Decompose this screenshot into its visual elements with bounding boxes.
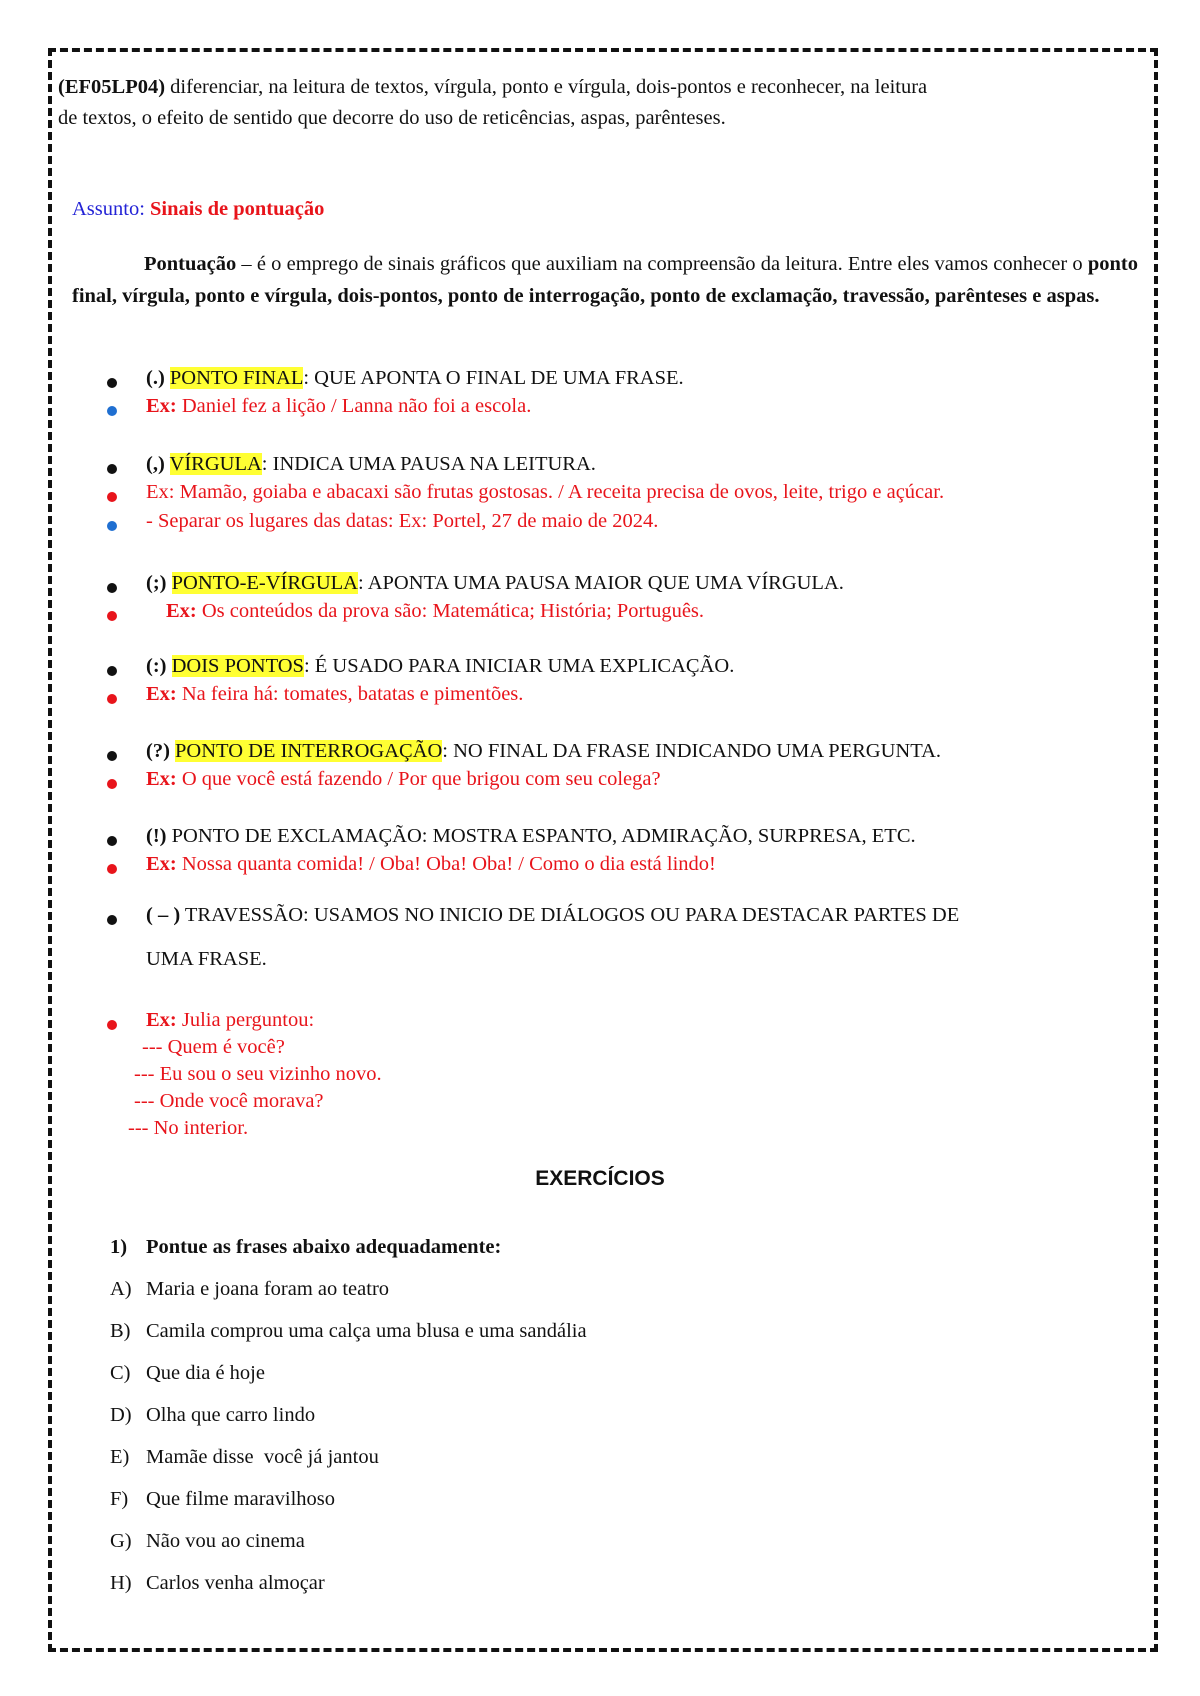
bullet	[107, 464, 117, 474]
example-text: Na feira há: tomates, batatas e pimentões.	[176, 683, 524, 705]
option-text: Que filme maravilhoso	[146, 1488, 336, 1510]
option-letter: B)	[110, 1320, 131, 1342]
option-b	[110, 1320, 587, 1343]
option-text: Carlos venha almoçar	[146, 1572, 325, 1594]
question-number: 1)	[110, 1236, 128, 1258]
symbol: ( – )	[146, 904, 181, 926]
item-dois-pontos	[146, 655, 734, 678]
example-label: Ex:	[146, 853, 177, 875]
option-e	[110, 1446, 379, 1469]
intro-list: ponto final, vírgula, ponto e vírgula, dois-pontos, ponto de interrogação, ponto de exclamação, travessão, parênteses e aspas.	[72, 253, 1138, 307]
example-label: Ex:	[146, 683, 177, 705]
example-exclamacao	[146, 853, 716, 876]
symbol: (:)	[146, 655, 167, 677]
example-ponto-final	[146, 395, 531, 418]
header-line-2: de textos, o efeito de sentido que decorre do uso de reticências, aspas, parênteses.	[58, 107, 726, 129]
example-text: Nossa quanta comida! / Oba! Oba! Oba! / Como o dia está lindo!	[176, 853, 716, 875]
intro-term: Pontuação	[144, 253, 237, 275]
bullet	[107, 611, 117, 621]
bullet	[107, 694, 117, 704]
example-text: O que você está fazendo / Por que brigou com seu colega?	[176, 768, 661, 790]
symbol: (.)	[146, 367, 165, 389]
example-label: Ex:	[166, 600, 197, 622]
header-text-1: diferenciar, na leitura de textos, vírgula, ponto e vírgula, dois-pontos e reconhecer, na leitura	[165, 76, 928, 98]
symbol: (!)	[146, 825, 167, 847]
example-virgula-2: - Separar os lugares das datas: Ex: Portel, 27 de maio de 2024.	[146, 510, 659, 532]
question-1	[110, 1236, 501, 1259]
subject-line	[72, 198, 324, 221]
dialog-line: --- Quem é você?	[142, 1036, 285, 1058]
bullet	[107, 521, 117, 531]
item-virgula	[146, 453, 596, 476]
option-c	[110, 1362, 265, 1385]
option-f	[110, 1488, 335, 1511]
description: : NO FINAL DA FRASE INDICANDO UMA PERGUNTA.	[442, 740, 942, 762]
option-d	[110, 1404, 315, 1427]
bullet	[107, 915, 117, 925]
exercises-title: EXERCÍCIOS	[535, 1167, 665, 1190]
example-ponto-e-virgula	[166, 600, 704, 623]
option-letter: C)	[110, 1362, 131, 1384]
option-letter: D)	[110, 1404, 132, 1426]
example-text: Julia perguntou:	[176, 1009, 315, 1031]
header-line-1	[58, 76, 927, 99]
bullet	[107, 751, 117, 761]
dialog-line: --- Onde você morava?	[134, 1090, 324, 1112]
item-interrogacao	[146, 740, 941, 763]
example-interrogacao	[146, 768, 661, 791]
bullet	[107, 779, 117, 789]
subject-label: Assunto:	[72, 198, 151, 220]
example-label: Ex:	[146, 395, 177, 417]
option-text: Camila comprou uma calça uma blusa e uma sandália	[146, 1320, 587, 1342]
bullet	[107, 836, 117, 846]
bullet	[107, 583, 117, 593]
description: : APONTA UMA PAUSA MAIOR QUE UMA VÍRGULA.	[358, 572, 844, 594]
symbol: (?)	[146, 740, 170, 762]
intro-text: – é o emprego de sinais gráficos que auxiliam na compreensão da leitura. Entre eles vamos conhecer o	[236, 253, 1088, 275]
example-travessao	[146, 1009, 314, 1032]
question-text: Pontue as frases abaixo adequadamente:	[146, 1236, 502, 1258]
bullet	[107, 666, 117, 676]
option-text: Olha que carro lindo	[146, 1404, 316, 1426]
item-travessao	[146, 904, 959, 927]
item-ponto-e-virgula	[146, 572, 844, 595]
example-dois-pontos	[146, 683, 523, 706]
bullet	[107, 1020, 117, 1030]
option-text: Não vou ao cinema	[146, 1530, 305, 1552]
item-exclamacao	[146, 825, 916, 848]
symbol: (,)	[146, 453, 165, 475]
intro-paragraph	[72, 248, 1138, 312]
highlighted-name: PONTO-E-VÍRGULA	[171, 572, 358, 594]
bullet	[107, 864, 117, 874]
option-text: Maria e joana foram ao teatro	[146, 1278, 390, 1300]
bullet	[107, 378, 117, 388]
example-virgula: Ex: Mamão, goiaba e abacaxi são frutas gostosas. / A receita precisa de ovos, leite, trigo e açúcar.	[146, 481, 945, 503]
option-h	[110, 1572, 325, 1595]
subject-value: Sinais de pontuação	[150, 198, 325, 220]
description: : É USADO PARA INICIAR UMA EXPLICAÇÃO.	[303, 655, 735, 677]
description: PONTO DE EXCLAMAÇÃO: MOSTRA ESPANTO, ADMIRAÇÃO, SURPRESA, ETC.	[166, 825, 916, 847]
option-letter: H)	[110, 1572, 132, 1594]
bullet	[107, 492, 117, 502]
item-travessao-line-2: UMA FRASE.	[146, 948, 267, 970]
example-text: Os conteúdos da prova são: Matemática; História; Português.	[196, 600, 705, 622]
dialog-line: --- No interior.	[128, 1117, 249, 1139]
highlighted-name: PONTO DE INTERROGAÇÃO	[175, 740, 443, 762]
option-a	[110, 1278, 389, 1301]
option-letter: F)	[110, 1488, 129, 1510]
option-g	[110, 1530, 305, 1553]
option-letter: E)	[110, 1446, 130, 1468]
bullet	[107, 406, 117, 416]
symbol: (;)	[146, 572, 167, 594]
option-letter: G)	[110, 1530, 132, 1552]
example-text: Daniel fez a lição / Lanna não foi a escola.	[176, 395, 532, 417]
description: : INDICA UMA PAUSA NA LEITURA.	[261, 453, 596, 475]
example-label: Ex:	[146, 768, 177, 790]
item-ponto-final	[146, 367, 684, 390]
option-letter: A)	[110, 1278, 132, 1300]
option-text: Que dia é hoje	[146, 1362, 265, 1384]
highlighted-name: VÍRGULA	[169, 453, 262, 475]
description: TRAVESSÃO: USAMOS NO INICIO DE DIÁLOGOS OU PARA DESTACAR PARTES DE	[180, 904, 960, 926]
highlighted-name: PONTO FINAL	[169, 367, 304, 389]
dialog-line: --- Eu sou o seu vizinho novo.	[134, 1063, 382, 1085]
option-text: Mamãe disse você já jantou	[146, 1446, 379, 1468]
highlighted-name: DOIS PONTOS	[171, 655, 304, 677]
description: : QUE APONTA O FINAL DE UMA FRASE.	[303, 367, 684, 389]
skill-code: (EF05LP04)	[58, 76, 166, 98]
example-label: Ex:	[146, 1009, 177, 1031]
